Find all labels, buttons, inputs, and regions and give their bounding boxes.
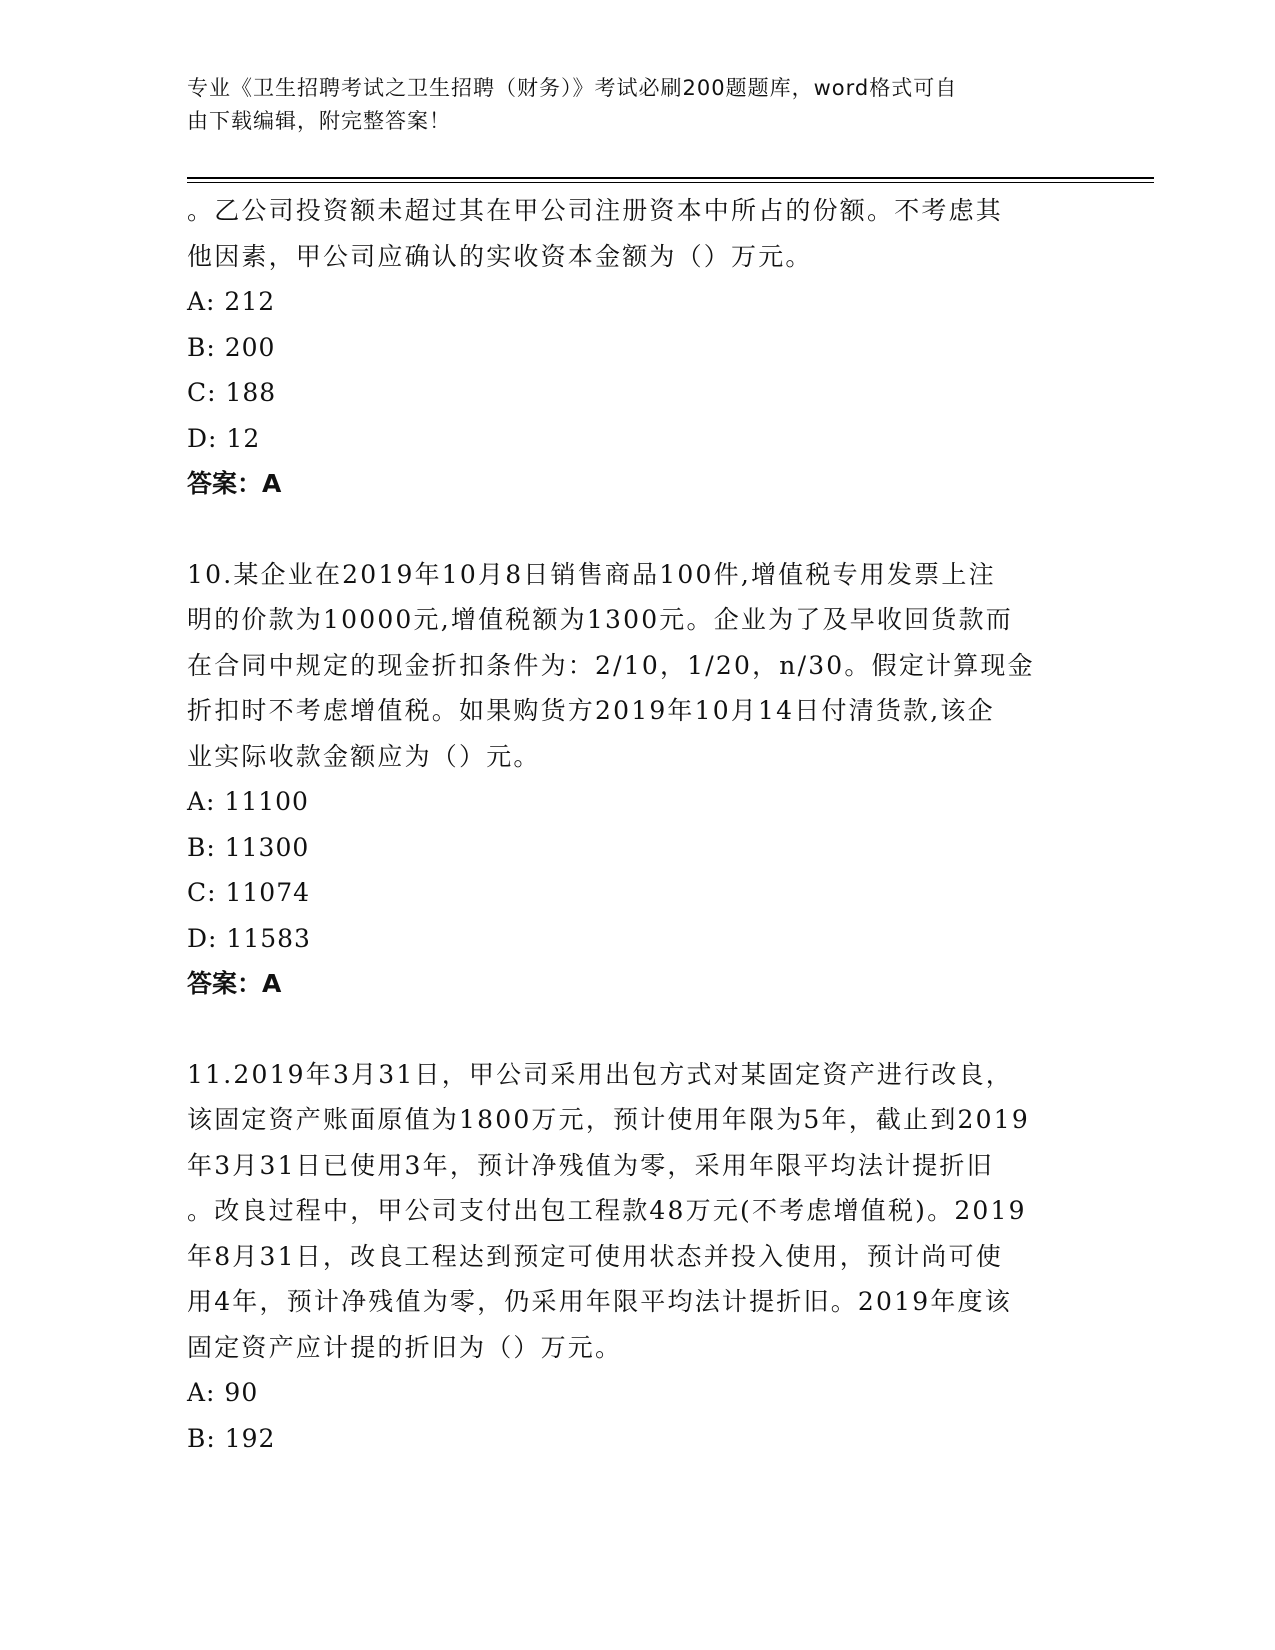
question-11	[187, 1052, 1087, 1462]
option-d: D: 12	[187, 423, 261, 453]
option-d: D: 11583	[187, 923, 311, 953]
document-header	[187, 72, 1067, 138]
question-text-line: 明的价款为10000元,增值税额为1300元。企业为了及早收回货款而	[187, 605, 1013, 634]
question-text-line: 业实际收款金额应为（）元。	[187, 741, 541, 771]
header-line-2: 由下载编辑，附完整答案！	[187, 109, 451, 133]
option-a: A: 11100	[187, 787, 309, 816]
question-text-line: 11.2019年3月31日，甲公司采用出包方式对某固定资产进行改良，	[187, 1059, 1013, 1089]
question-text-line: 该固定资产账面原值为1800万元，预计使用年限为5年，截止到2019	[187, 1105, 1030, 1134]
question-text-line: 年8月31日，改良工程达到预定可使用状态并投入使用，预计尚可使	[187, 1241, 1003, 1271]
question-text-line: 在合同中规定的现金折扣条件为：2/10，1/20，n/30。假定计算现金	[187, 650, 1035, 680]
question-text-line: 固定资产应计提的折旧为（）万元。	[187, 1332, 623, 1362]
question-text-line: 。改良过程中，甲公司支付出包工程款48万元(不考虑增值税)。2019	[187, 1196, 1027, 1225]
option-c: C: 11074	[187, 878, 311, 907]
question-text-line: 。乙公司投资额未超过其在甲公司注册资本中所占的份额。不考虑其	[187, 196, 1004, 225]
question-text-line: 他因素，甲公司应确认的实收资本金额为（）万元。	[187, 241, 813, 271]
header-divider-thin	[187, 182, 1154, 183]
question-text-line: 用4年，预计净残值为零，仍采用年限平均法计提折旧。2019年度该	[187, 1287, 1012, 1316]
question-9	[187, 188, 1087, 507]
answer: 答案：A	[187, 969, 282, 998]
header-divider-thick	[187, 177, 1154, 179]
option-a: A: 90	[187, 1378, 259, 1407]
option-c: C: 188	[187, 378, 277, 407]
header-line-1: 专业《卫生招聘考试之卫生招聘（财务）》考试必刷200题题库，word格式可自	[187, 76, 958, 100]
question-text-line: 10.某企业在2019年10月8日销售商品100件,增值税专用发票上注	[187, 559, 996, 589]
document-body	[187, 188, 1087, 1461]
option-b: B: 11300	[187, 832, 310, 862]
option-b: B: 200	[187, 332, 276, 362]
question-10	[187, 552, 1087, 1007]
option-b: B: 192	[187, 1423, 276, 1453]
answer: 答案：A	[187, 469, 282, 498]
question-text-line: 年3月31日已使用3年，预计净残值为零，采用年限平均法计提折旧	[187, 1150, 994, 1180]
question-text-line: 折扣时不考虑增值税。如果购货方2019年10月14日付清货款,该企	[187, 696, 995, 725]
option-a: A: 212	[187, 287, 276, 316]
